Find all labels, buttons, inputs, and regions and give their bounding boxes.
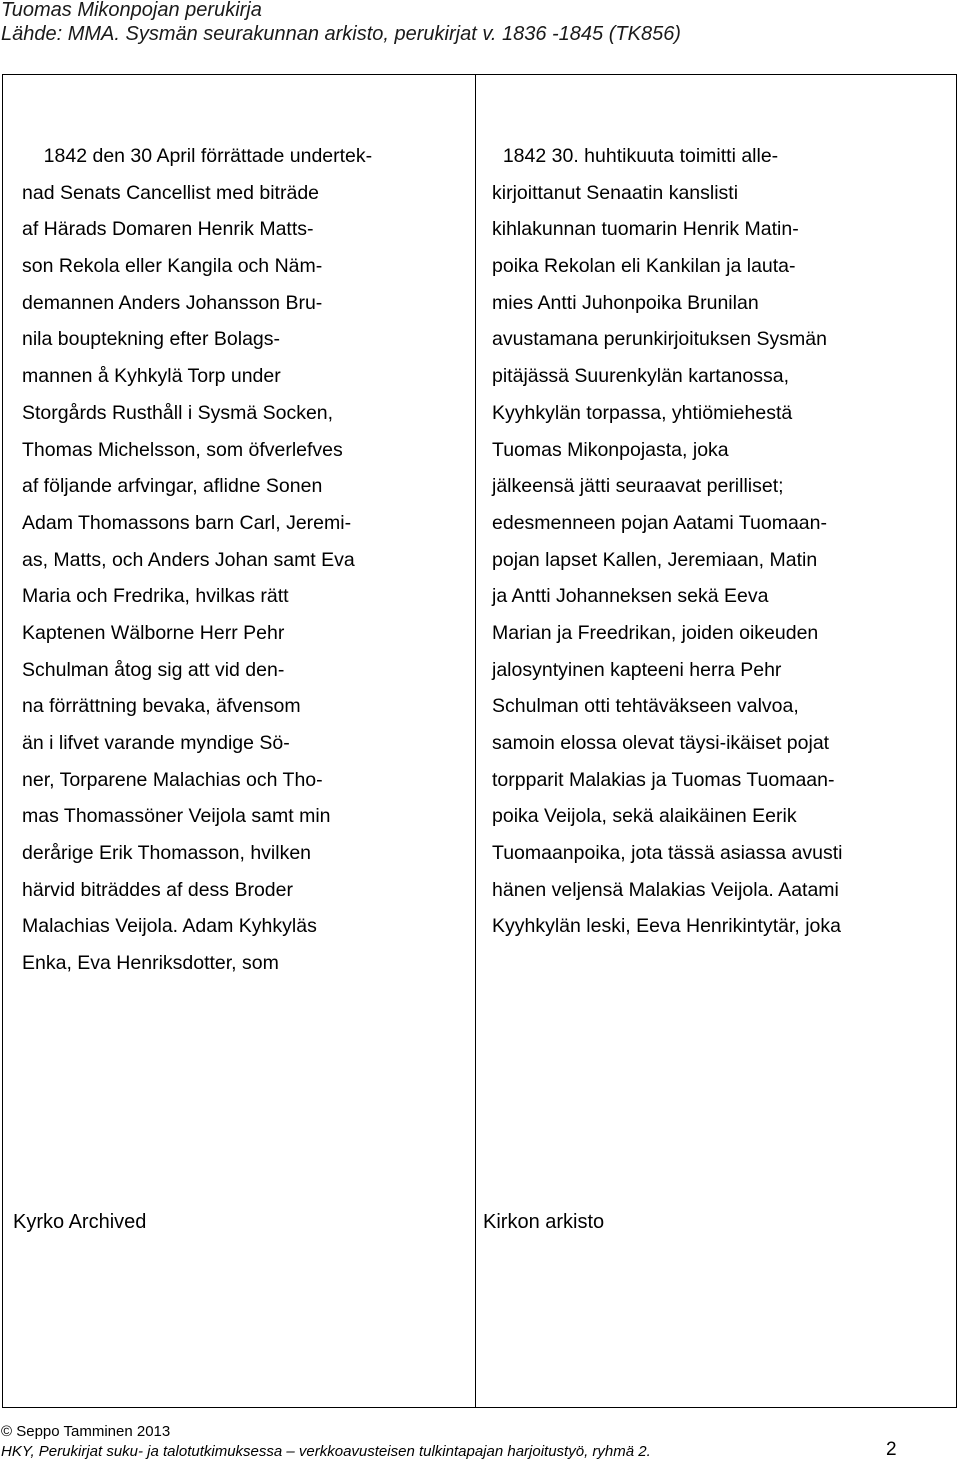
transcription-line: demannen Anders Johansson Bru- bbox=[22, 291, 323, 314]
translation-line: ja Antti Johanneksen sekä Eeva bbox=[492, 585, 769, 608]
transcription-line: härvid biträddes af dess Broder bbox=[22, 878, 293, 901]
translation-line: Schulman otti tehtäväkseen valvoa, bbox=[492, 695, 799, 718]
translation-line: hänen veljensä Malakias Veijola. Aatami bbox=[492, 878, 839, 901]
translation-line: Tuomaanpoika, jota tässä asiassa avusti bbox=[492, 842, 843, 865]
translation-line: Kyyhkylän leski, Eeva Henrikintytär, joka bbox=[492, 915, 841, 938]
translation-line: Tuomas Mikonpojasta, joka bbox=[492, 438, 729, 461]
footer-note: HKY, Perukirjat suku- ja talotutkimuksessa – verkkoavusteisen tulkintapajan harjoitustyö, ryhmä 2. bbox=[1, 1443, 651, 1460]
page-number: 2 bbox=[886, 1439, 897, 1460]
transcription-line: son Rekola eller Kangila och Näm- bbox=[22, 255, 323, 278]
transcription-line: mas Thomassöner Veijola samt min bbox=[22, 805, 331, 828]
swedish-original-column bbox=[22, 138, 372, 982]
transcription-line: Enka, Eva Henriksdotter, som bbox=[22, 952, 279, 975]
translation-line: 1842 30. huhtikuuta toimitti alle- bbox=[492, 145, 779, 167]
transcription-line: än i lifvet varande myndige Sö- bbox=[22, 732, 290, 754]
transcription-line: Malachias Veijola. Adam Kyhkyläs bbox=[22, 915, 317, 938]
copyright-notice: © Seppo Tamminen 2013 bbox=[1, 1423, 171, 1440]
transcription-line: mannen å Kyhkylä Torp under bbox=[22, 365, 281, 388]
transcription-line: Schulman åtog sig att vid den- bbox=[22, 658, 285, 681]
translation-line: avustamana perunkirjoituksen Sysmän bbox=[492, 328, 827, 351]
transcription-line: nila bouptekning efter Bolags- bbox=[22, 328, 281, 351]
finnish-translation-column bbox=[492, 138, 842, 945]
translation-line: pitäjässä Suurenkylän kartanossa, bbox=[492, 365, 790, 388]
transcription-line: Adam Thomassons barn Carl, Jeremi- bbox=[22, 511, 352, 534]
translation-line: jalosyntyinen kapteeni herra Pehr bbox=[492, 658, 782, 681]
translation-line: Kyyhkylän torpassa, yhtiömiehestä bbox=[492, 401, 793, 424]
column-divider bbox=[475, 75, 476, 1407]
translation-line: poika Rekolan eli Kankilan ja lauta- bbox=[492, 255, 796, 278]
transcription-line: af följande arfvingar, aflidne Sonen bbox=[22, 475, 323, 498]
translation-line: edesmenneen pojan Aatami Tuomaan- bbox=[492, 511, 827, 534]
transcription-line: derårige Erik Thomasson, hvilken bbox=[22, 842, 312, 865]
document-source: Lähde: MMA. Sysmän seurakunnan arkisto, perukirjat v. 1836 -1845 (TK856) bbox=[1, 23, 681, 45]
transcription-line: Maria och Fredrika, hvilkas rätt bbox=[22, 585, 289, 608]
transcription-line: 1842 den 30 April förrättade undertek- bbox=[22, 145, 373, 167]
translation-line: torpparit Malakias ja Tuomas Tuomaan- bbox=[492, 768, 835, 791]
transcription-line: Thomas Michelsson, som öfverlefves bbox=[22, 438, 343, 461]
document-title: Tuomas Mikonpojan perukirja bbox=[1, 0, 262, 21]
transcription-line: af Härads Domaren Henrik Matts- bbox=[22, 218, 314, 241]
translation-line: poika Veijola, sekä alaikäinen Eerik bbox=[492, 805, 797, 828]
translation-line: jälkeensä jätti seuraavat perilliset; bbox=[492, 475, 784, 498]
translation-line: kihlakunnan tuomarin Henrik Matin- bbox=[492, 218, 799, 241]
transcription-line: nad Senats Cancellist med biträde bbox=[22, 181, 320, 204]
transcription-line: Storgårds Rusthåll i Sysmä Socken, bbox=[22, 401, 334, 424]
translation-line: Marian ja Freedrikan, joiden oikeuden bbox=[492, 621, 819, 644]
translation-line: pojan lapset Kallen, Jeremiaan, Matin bbox=[492, 548, 818, 571]
archive-label-finnish: Kirkon arkisto bbox=[483, 1211, 605, 1233]
transcription-line: Kaptenen Wälborne Herr Pehr bbox=[22, 621, 285, 644]
transcription-line: ner, Torparene Malachias och Tho- bbox=[22, 768, 323, 791]
translation-line: samoin elossa olevat täysi-ikäiset pojat bbox=[492, 732, 830, 754]
translation-line: mies Antti Juhonpoika Brunilan bbox=[492, 291, 759, 314]
transcription-line: as, Matts, och Anders Johan samt Eva bbox=[22, 548, 355, 571]
translation-line: kirjoittanut Senaatin kanslisti bbox=[492, 181, 739, 204]
transcription-line: na förrättning bevaka, äfvensom bbox=[22, 695, 301, 718]
archive-label-swedish: Kyrko Archived bbox=[13, 1211, 147, 1233]
